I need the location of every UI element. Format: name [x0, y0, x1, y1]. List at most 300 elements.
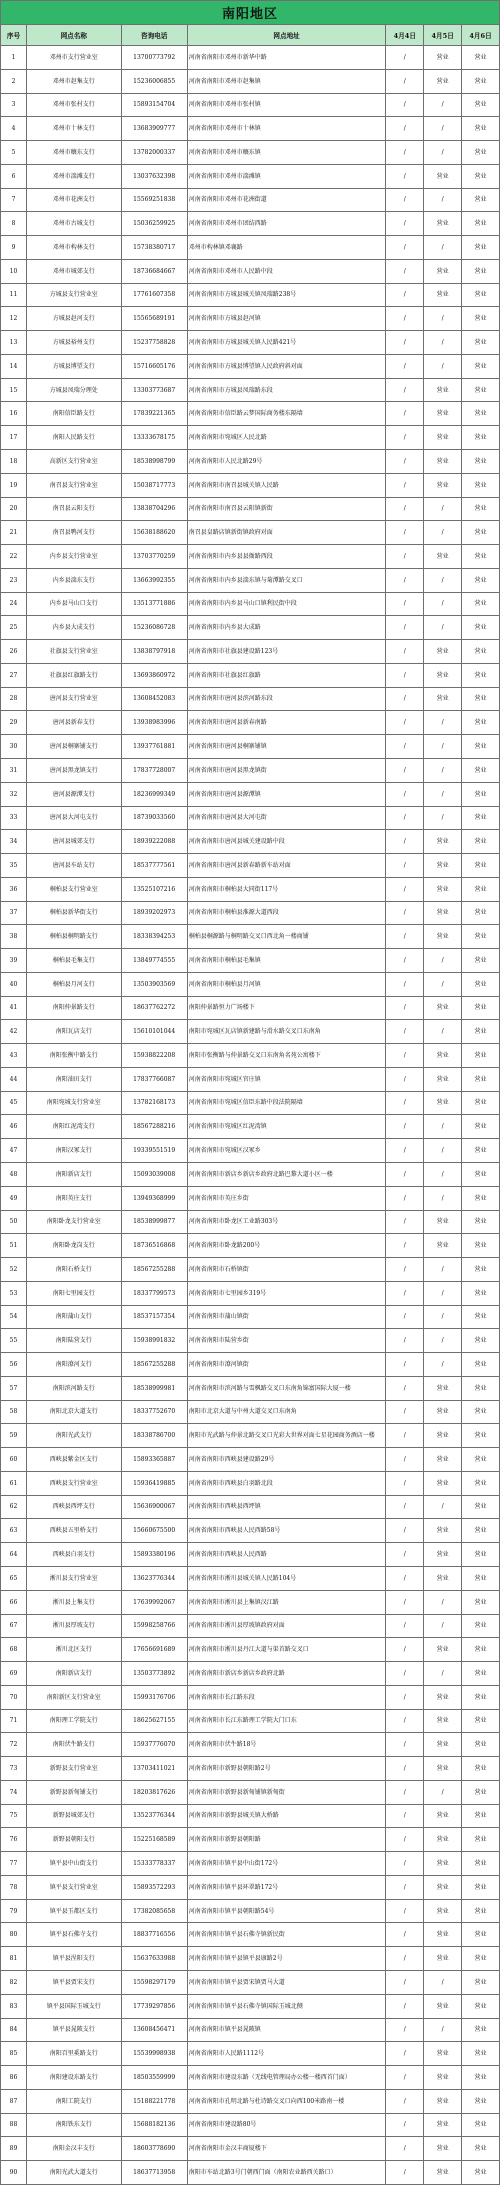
status-apr6: 营业 [462, 1804, 500, 1828]
table-row [1, 1448, 500, 1472]
status-apr5: / [424, 141, 462, 165]
status-apr4: / [386, 1424, 424, 1448]
status-apr4: / [386, 1258, 424, 1282]
table-row [1, 331, 500, 355]
status-apr5: / [424, 1020, 462, 1044]
branch-name: 南阳新店支行 [27, 1162, 122, 1186]
branch-name: 桐柏县新华街支行 [27, 901, 122, 925]
row-number: 7 [1, 188, 27, 212]
branch-name: 南阳北京大道支行 [27, 1400, 122, 1424]
status-apr6: 营业 [462, 949, 500, 973]
status-apr4: / [386, 568, 424, 592]
status-apr5: 营业 [424, 1804, 462, 1828]
branch-name: 南阳铁东支行 [27, 2113, 122, 2137]
status-apr6: 营业 [462, 568, 500, 592]
status-apr6: 营业 [462, 212, 500, 236]
table-row [1, 1091, 500, 1115]
status-apr4: / [386, 925, 424, 949]
branch-address: 河南省南阳市英庄乡街 [187, 1186, 386, 1210]
row-number: 73 [1, 1757, 27, 1781]
header-cell: 网点名称 [27, 25, 122, 46]
status-apr4: / [386, 1733, 424, 1757]
table-row [1, 1162, 500, 1186]
phone-number: 18337799573 [121, 1281, 187, 1305]
phone-number: 18338394253 [121, 925, 187, 949]
status-apr5: / [424, 1662, 462, 1686]
phone-number: 15038717773 [121, 473, 187, 497]
branch-name: 方城县凤瑞分理处 [27, 378, 122, 402]
status-apr4: / [386, 117, 424, 141]
row-number: 82 [1, 1971, 27, 1995]
row-number: 37 [1, 901, 27, 925]
status-apr6: 营业 [462, 1162, 500, 1186]
phone-number: 18537157354 [121, 1305, 187, 1329]
table-row [1, 141, 500, 165]
phone-number: 15938991832 [121, 1329, 187, 1353]
row-number: 34 [1, 830, 27, 854]
status-apr5: / [424, 735, 462, 759]
branch-address: 河南省南阳市南召县云阳镇新街 [187, 497, 386, 521]
branch-name: 南阳卧龙岗支行 [27, 1234, 122, 1258]
status-apr6: 营业 [462, 2089, 500, 2113]
branch-address: 河南省南阳市新野县朝阳路2号 [187, 1757, 386, 1781]
phone-number: 13513771886 [121, 592, 187, 616]
status-apr4: / [386, 1067, 424, 1091]
branch-address: 河南省南阳市石桥镇街 [187, 1258, 386, 1282]
status-apr4: / [386, 711, 424, 735]
phone-number: 13703770259 [121, 545, 187, 569]
status-apr5: 营业 [424, 2113, 462, 2137]
row-number: 45 [1, 1091, 27, 1115]
status-apr6: 营业 [462, 331, 500, 355]
row-number: 58 [1, 1400, 27, 1424]
status-apr6: 营业 [462, 1210, 500, 1234]
row-number: 26 [1, 640, 27, 664]
status-apr5: 营业 [424, 1567, 462, 1591]
table-row [1, 1353, 500, 1377]
row-number: 29 [1, 711, 27, 735]
branch-address: 河南省南阳市方城县赵河镇 [187, 307, 386, 331]
row-number: 74 [1, 1780, 27, 1804]
status-apr4: / [386, 2161, 424, 2185]
branch-address: 河南省南阳市建设路80号 [187, 2113, 386, 2137]
status-apr5: / [424, 331, 462, 355]
status-apr5: 营业 [424, 2066, 462, 2090]
branch-name: 唐河县黑龙镇支行 [27, 758, 122, 782]
table-row [1, 1567, 500, 1591]
branch-address: 河南省南阳市社旗县建设路123号 [187, 640, 386, 664]
status-apr5: 营业 [424, 1519, 462, 1543]
branch-address: 河南省南阳市方城县凤瑞路东段 [187, 378, 386, 402]
status-apr6: 营业 [462, 426, 500, 450]
branch-name: 西峡县西坪支行 [27, 1495, 122, 1519]
branch-address: 南阳市北京大道与中州大道交叉口东南角 [187, 1400, 386, 1424]
status-apr4: / [386, 1638, 424, 1662]
branch-name: 南阳卧龙支行营业室 [27, 1210, 122, 1234]
table-row [1, 2113, 500, 2137]
branch-address: 河南省南阳市蒲山镇街 [187, 1305, 386, 1329]
status-apr4: / [386, 1923, 424, 1947]
table-row [1, 1780, 500, 1804]
status-apr4: / [386, 758, 424, 782]
branch-address: 河南省南阳市邓州市赵集镇 [187, 69, 386, 93]
table-row [1, 2018, 500, 2042]
status-apr4: / [386, 1852, 424, 1876]
status-apr6: 营业 [462, 1757, 500, 1781]
branch-address: 南阳市光武路与仲景北路交叉口光彩大世界对面七星花园商务酒店一楼 [187, 1424, 386, 1448]
status-apr6: 营业 [462, 283, 500, 307]
row-number: 19 [1, 473, 27, 497]
status-apr6: 营业 [462, 711, 500, 735]
phone-number: 17739297856 [121, 1994, 187, 2018]
status-apr6: 营业 [462, 259, 500, 283]
row-number: 60 [1, 1448, 27, 1472]
table-row [1, 307, 500, 331]
row-number: 83 [1, 1994, 27, 2018]
status-apr6: 营业 [462, 2066, 500, 2090]
table-row [1, 1685, 500, 1709]
phone-number: 13037632398 [121, 164, 187, 188]
row-number: 38 [1, 925, 27, 949]
table-row [1, 854, 500, 878]
branch-name: 淅川县上集支行 [27, 1590, 122, 1614]
status-apr5: / [424, 782, 462, 806]
table-row [1, 1210, 500, 1234]
status-apr4: / [386, 164, 424, 188]
status-apr5: 营业 [424, 283, 462, 307]
status-apr5: / [424, 93, 462, 117]
table-row [1, 1281, 500, 1305]
branch-address: 南阳仲景路恒力广场楼下 [187, 996, 386, 1020]
status-apr4: / [386, 378, 424, 402]
branch-address: 河南省南阳市西峡县建设路29号 [187, 1448, 386, 1472]
status-apr5: 营业 [424, 259, 462, 283]
status-apr6: 营业 [462, 1495, 500, 1519]
status-apr4: / [386, 949, 424, 973]
status-apr6: 营业 [462, 141, 500, 165]
row-number: 54 [1, 1305, 27, 1329]
row-number: 88 [1, 2113, 27, 2137]
phone-number: 15598297179 [121, 1971, 187, 1995]
branch-name: 南阳伏牛路支行 [27, 1733, 122, 1757]
branch-name: 南召县鸭河支行 [27, 521, 122, 545]
table-row [1, 2161, 500, 2185]
status-apr4: / [386, 1994, 424, 2018]
branch-address: 河南省南阳市方城县城关镇人民路421号 [187, 331, 386, 355]
phone-number: 17839221365 [121, 402, 187, 426]
branch-address: 河南省南阳市桐柏县毛集镇 [187, 949, 386, 973]
table-row [1, 402, 500, 426]
branch-address: 河南省南阳市桐柏县大同街117号 [187, 877, 386, 901]
title-row [1, 1, 500, 25]
status-apr5: 营业 [424, 687, 462, 711]
branch-address: 河南省南阳市内乡县湍东镇与菊潭路交叉口 [187, 568, 386, 592]
status-apr5: 营业 [424, 473, 462, 497]
status-apr4: / [386, 212, 424, 236]
status-apr6: 营业 [462, 1923, 500, 1947]
branch-name: 南阳七里园支行 [27, 1281, 122, 1305]
branch-address: 河南省南阳市镇平县晁陂镇 [187, 2018, 386, 2042]
status-apr4: / [386, 830, 424, 854]
status-apr5: / [424, 1162, 462, 1186]
branch-name: 唐河县城郊支行 [27, 830, 122, 854]
table-row [1, 1519, 500, 1543]
table-row [1, 1376, 500, 1400]
branch-name: 邓州市穰东支行 [27, 141, 122, 165]
status-apr4: / [386, 402, 424, 426]
branch-address: 桐柏县桐源路与桐明路交叉口西北角一楼商铺 [187, 925, 386, 949]
branch-address: 河南省南阳市孔明北路与杜诗路交叉口向西100米路南一楼 [187, 2089, 386, 2113]
branch-name: 南阳百里奚路支行 [27, 2042, 122, 2066]
row-number: 72 [1, 1733, 27, 1757]
status-apr4: / [386, 616, 424, 640]
branch-address: 河南省南阳市邓州市人民路中段 [187, 259, 386, 283]
table-row [1, 925, 500, 949]
status-apr4: / [386, 1590, 424, 1614]
status-apr6: 营业 [462, 1139, 500, 1163]
branch-address: 河南省南阳市唐河县桐寨铺镇 [187, 735, 386, 759]
row-number: 24 [1, 592, 27, 616]
table-row [1, 2137, 500, 2161]
row-number: 27 [1, 663, 27, 687]
status-apr4: / [386, 1780, 424, 1804]
phone-number: 15565689191 [121, 307, 187, 331]
row-number: 16 [1, 402, 27, 426]
phone-number: 13693860972 [121, 663, 187, 687]
table-row [1, 1804, 500, 1828]
status-apr4: / [386, 1709, 424, 1733]
row-number: 55 [1, 1329, 27, 1353]
status-apr4: / [386, 1329, 424, 1353]
status-apr5: / [424, 354, 462, 378]
table-row [1, 877, 500, 901]
phone-number: 15893380196 [121, 1543, 187, 1567]
status-apr6: 营业 [462, 806, 500, 830]
branch-address: 河南省南阳市邓州市团结西路 [187, 212, 386, 236]
branch-name: 镇平县贾宋支行 [27, 1971, 122, 1995]
status-apr6: 营业 [462, 521, 500, 545]
status-apr6: 营业 [462, 592, 500, 616]
status-apr5: / [424, 1614, 462, 1638]
status-apr4: / [386, 1947, 424, 1971]
status-apr5: 营业 [424, 996, 462, 1020]
phone-number: 15539998938 [121, 2042, 187, 2066]
phone-number: 15236086728 [121, 616, 187, 640]
status-apr6: 营业 [462, 616, 500, 640]
status-apr4: / [386, 735, 424, 759]
table-row [1, 2042, 500, 2066]
phone-number: 13838797918 [121, 640, 187, 664]
row-number: 32 [1, 782, 27, 806]
row-number: 21 [1, 521, 27, 545]
row-number: 69 [1, 1662, 27, 1686]
phone-number: 15333778337 [121, 1852, 187, 1876]
branch-address: 河南省南阳市镇平县环翠路172号 [187, 1875, 386, 1899]
row-number: 36 [1, 877, 27, 901]
branch-address: 河南省南阳市镇平县朝阳路54号 [187, 1899, 386, 1923]
status-apr5: 营业 [424, 1709, 462, 1733]
phone-number: 18538999981 [121, 1376, 187, 1400]
branch-address: 河南省南阳市邓州市十林镇 [187, 117, 386, 141]
status-apr6: 营业 [462, 901, 500, 925]
table-row [1, 259, 500, 283]
status-apr6: 营业 [462, 663, 500, 687]
status-apr5: / [424, 616, 462, 640]
phone-number: 15893572293 [121, 1875, 187, 1899]
phone-number: 15938822208 [121, 1044, 187, 1068]
phone-number: 15738380717 [121, 236, 187, 260]
table-row [1, 1471, 500, 1495]
branch-name: 内乡县大成支行 [27, 616, 122, 640]
branch-address: 河南省南阳市卧龙区工业路303号 [187, 1210, 386, 1234]
row-number: 9 [1, 236, 27, 260]
table-row [1, 497, 500, 521]
phone-number: 18637762272 [121, 996, 187, 1020]
phone-number: 13503773892 [121, 1662, 187, 1686]
branch-name: 西峡县五里桥支行 [27, 1519, 122, 1543]
status-apr5: 营业 [424, 2161, 462, 2185]
status-apr6: 营业 [462, 1281, 500, 1305]
status-apr6: 营业 [462, 2137, 500, 2161]
table-row [1, 949, 500, 973]
row-number: 86 [1, 2066, 27, 2090]
status-apr5: 营业 [424, 378, 462, 402]
status-apr5: 营业 [424, 1234, 462, 1258]
status-apr6: 营业 [462, 1662, 500, 1686]
row-number: 3 [1, 93, 27, 117]
branch-name: 新野县支行营业室 [27, 1757, 122, 1781]
phone-number: 18503559999 [121, 2066, 187, 2090]
status-apr4: / [386, 307, 424, 331]
table-row [1, 1947, 500, 1971]
status-apr5: 营业 [424, 212, 462, 236]
header-row [1, 25, 500, 46]
status-apr4: / [386, 663, 424, 687]
table-row [1, 1234, 500, 1258]
table-row [1, 1614, 500, 1638]
status-apr6: 营业 [462, 854, 500, 878]
phone-number: 13683909777 [121, 117, 187, 141]
phone-number: 18567288216 [121, 1115, 187, 1139]
status-apr5: / [424, 1186, 462, 1210]
branch-name: 南阳工院支行 [27, 2089, 122, 2113]
phone-number: 15236006855 [121, 69, 187, 93]
status-apr4: / [386, 1400, 424, 1424]
table-row [1, 1258, 500, 1282]
table-row [1, 1757, 500, 1781]
status-apr6: 营业 [462, 1709, 500, 1733]
row-number: 90 [1, 2161, 27, 2185]
status-apr6: 营业 [462, 117, 500, 141]
branch-name: 南阳金汉丰支行 [27, 2137, 122, 2161]
phone-number: 15716605176 [121, 354, 187, 378]
phone-number: 13782000337 [121, 141, 187, 165]
status-apr4: / [386, 1804, 424, 1828]
status-apr4: / [386, 1875, 424, 1899]
status-apr6: 营业 [462, 735, 500, 759]
phone-number: 15638188620 [121, 521, 187, 545]
table-row [1, 93, 500, 117]
status-apr5: 营业 [424, 2042, 462, 2066]
branch-address: 河南省南阳市卧龙路200号 [187, 1234, 386, 1258]
phone-number: 13523776344 [121, 1804, 187, 1828]
status-apr4: / [386, 2137, 424, 2161]
branch-address: 南阳市宛城区瓦店镇新建路与滑水路交叉口东南角 [187, 1020, 386, 1044]
row-number: 71 [1, 1709, 27, 1733]
status-apr6: 营业 [462, 1638, 500, 1662]
branch-address: 河南省南阳市宛城区汉冢乡 [187, 1139, 386, 1163]
row-number: 64 [1, 1543, 27, 1567]
status-apr4: / [386, 1020, 424, 1044]
phone-number: 17382085658 [121, 1899, 187, 1923]
status-apr4: / [386, 283, 424, 307]
status-apr5: / [424, 1353, 462, 1377]
status-apr4: / [386, 806, 424, 830]
phone-number: 13849774555 [121, 949, 187, 973]
branch-name: 新野县新甸铺支行 [27, 1780, 122, 1804]
status-apr6: 营业 [462, 996, 500, 1020]
phone-number: 18203817626 [121, 1780, 187, 1804]
row-number: 20 [1, 497, 27, 521]
branch-name: 邓州市支行营业室 [27, 46, 122, 70]
row-number: 78 [1, 1875, 27, 1899]
status-apr6: 营业 [462, 1899, 500, 1923]
table-row [1, 378, 500, 402]
row-number: 51 [1, 1234, 27, 1258]
status-apr4: / [386, 640, 424, 664]
status-apr5: 营业 [424, 854, 462, 878]
status-apr6: 营业 [462, 1067, 500, 1091]
table-row [1, 1923, 500, 1947]
status-apr6: 营业 [462, 1971, 500, 1995]
branch-address: 河南省南阳市长江路东段 [187, 1685, 386, 1709]
table-row [1, 426, 500, 450]
table-row [1, 354, 500, 378]
phone-number: 18736684667 [121, 259, 187, 283]
branch-name: 南召县支行营业室 [27, 473, 122, 497]
branch-name: 唐河县源潭支行 [27, 782, 122, 806]
row-number: 89 [1, 2137, 27, 2161]
phone-number: 18603778690 [121, 2137, 187, 2161]
header-cell: 4月5日 [424, 25, 462, 46]
status-apr6: 营业 [462, 1305, 500, 1329]
phone-number: 15637633988 [121, 1947, 187, 1971]
row-number: 43 [1, 1044, 27, 1068]
branch-address: 河南省南阳市宛城区官庄镇 [187, 1067, 386, 1091]
status-apr5: 营业 [424, 1376, 462, 1400]
branch-name: 南阳光武大道支行 [27, 2161, 122, 2185]
status-apr5: 营业 [424, 1994, 462, 2018]
status-apr4: / [386, 1495, 424, 1519]
row-number: 14 [1, 354, 27, 378]
row-number: 46 [1, 1115, 27, 1139]
branch-address: 河南省南阳市新野县朝阳路 [187, 1828, 386, 1852]
branch-name: 淅川县支行营业室 [27, 1567, 122, 1591]
status-apr4: / [386, 1828, 424, 1852]
status-apr5: 营业 [424, 402, 462, 426]
phone-number: 18736516868 [121, 1234, 187, 1258]
table-row [1, 1733, 500, 1757]
status-apr6: 营业 [462, 925, 500, 949]
status-apr5: 营业 [424, 1400, 462, 1424]
status-apr4: / [386, 2089, 424, 2113]
phone-number: 15893365887 [121, 1448, 187, 1472]
branch-name: 镇平县国际玉城支行 [27, 1994, 122, 2018]
branch-address: 河南省南阳市邓州市新华中路 [187, 46, 386, 70]
branch-name: 南阳油田支行 [27, 1067, 122, 1091]
branch-name: 西峡县白羽支行 [27, 1543, 122, 1567]
phone-number: 13663992355 [121, 568, 187, 592]
